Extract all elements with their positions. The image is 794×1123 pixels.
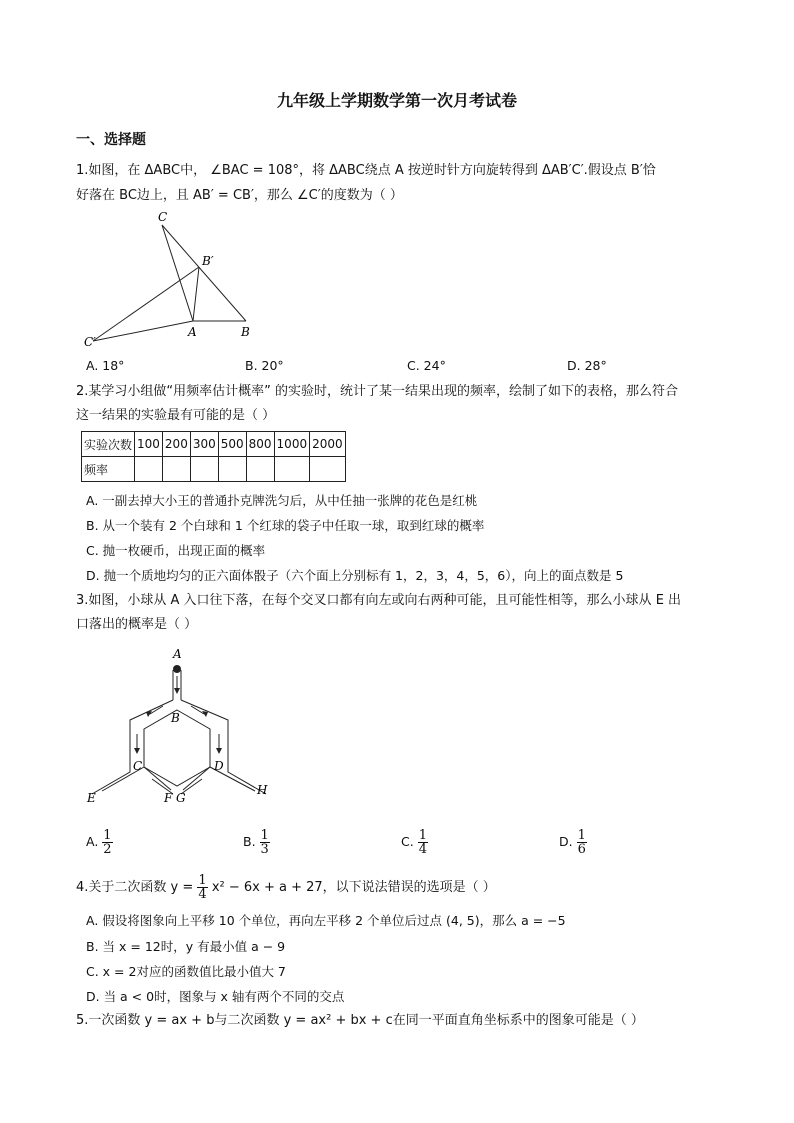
q3-option-a-letter: A. [86,834,99,849]
table-cell: 100 [135,432,163,457]
q3-option-c-fraction: $\frac{1}{4}$ [418,828,427,857]
q3-label-a: A [173,647,182,661]
q3-label-d: D [214,759,224,773]
table-header-frequency: 频率 [82,457,135,482]
q3-label-h: H [257,783,268,797]
q1-label-bprime: B′ [202,254,214,268]
q3-label-g: G [176,791,186,805]
table-cell: 1000 [274,432,310,457]
q3-label-f: F [164,791,173,805]
q3-option-d [559,829,587,856]
q3-option-d-letter: D. [559,834,573,849]
table-row [82,457,346,482]
q3-line2: 口落出的概率是（ ） [76,617,198,632]
q2-line2: 这一结果的实验最有可能的是（ ） [76,408,276,423]
table-cell: 2000 [310,432,346,457]
q2-option-b: B. 从一个装有 2 个白球和 1 个红球的袋子中任取一球，取到红球的概率 [86,518,485,533]
table-row [82,432,346,457]
q2-option-c: C. 抛一枚硬币，出现正面的概率 [86,543,266,558]
q1-option-a: A. 18° [86,358,125,373]
table-cell [162,457,190,482]
q4-stem-post: x² − 6x + a + 27，以下说法错误的选项是（ ） [211,880,496,895]
q3-label-b: B [171,711,180,725]
q2-option-d: D. 抛一个质地均匀的正六面体骰子（六个面上分别标有 1，2，3，4，5，6），向上的面点数是 5 [86,568,624,583]
q2-line1: 2.某学习小组做“用频率估计概率” 的实验时，统计了某一结果出现的频率，绘制了如下的表格，那么符合 [76,384,679,399]
q3-option-b-fraction: $\frac{1}{3}$ [260,828,269,857]
q1-option-c: C. 24° [407,358,446,373]
q4-option-d: D. 当 a < 0时，图象与 x 轴有两个不同的交点 [86,989,345,1004]
q1-figure [80,208,280,358]
q5-stem: 5.一次函数 y = ax + b与二次函数 y = ax² + bx + c在同一平面直角坐标系中的图象可能是（ ） [76,1013,644,1028]
table-cell [246,457,274,482]
frequency-table [81,431,346,482]
q1-label-b: B [241,325,250,339]
q4-option-a: A. 假设将图象向上平移 10 个单位，再向左平移 2 个单位后过点 (4, 5)，那么 a = −5 [86,913,566,928]
q2-option-a: A. 一副去掉大小王的普通扑克牌洗匀后，从中任抽一张牌的花色是红桃 [86,493,478,508]
q3-option-b [243,829,270,856]
q1-label-c: C [158,210,168,224]
q3-option-a-fraction: $\frac{1}{2}$ [103,828,112,857]
table-cell [190,457,218,482]
q3-option-a [86,829,113,856]
q4-stem-pre: 4.关于二次函数 y = [76,880,194,895]
q3-label-e: E [87,791,96,805]
q3-line1: 3.如图，小球从 A 入口往下落，在每个交叉口都有向左或向右两种可能，且可能性相等，那么小球从 E 出 [76,593,682,608]
table-cell [135,457,163,482]
table-cell [274,457,310,482]
section-heading: 一、选择题 [76,132,146,148]
q1-line2: 好落在 BC边上，且 AB′ = CB′，那么 ∠C′的度数为（ ） [76,188,403,203]
q3-option-c-letter: C. [401,834,414,849]
table-cell: 800 [246,432,274,457]
q1-label-cprime: C′ [84,335,96,349]
q3-option-b-letter: B. [243,834,256,849]
table-cell: 200 [162,432,190,457]
table-cell: 300 [190,432,218,457]
q1-label-a: A [188,325,197,339]
q4-option-c: C. x = 2对应的函数值比最小值大 7 [86,964,286,979]
q3-option-c [401,829,428,856]
table-cell [310,457,346,482]
q1-line1: 1.如图，在 ΔABC中， ∠BAC = 108°，将 ΔABC绕点 A 按逆时针方向旋转得到 ΔAB′C′.假设点 B′恰 [76,163,656,178]
q4-stem [76,874,496,901]
q3-option-d-fraction: $\frac{1}{6}$ [577,828,586,857]
table-cell: 500 [218,432,246,457]
q1-option-d: D. 28° [567,358,607,373]
q4-option-b: B. 当 x = 12时，y 有最小值 a − 9 [86,939,286,954]
q1-option-b: B. 20° [245,358,284,373]
table-header-trials: 实验次数 [82,432,135,457]
q4-fraction: $\frac{1}{4}$ [198,873,207,902]
ball-marker [173,665,181,673]
q3-figure [80,642,280,812]
table-cell [218,457,246,482]
page-title: 九年级上学期数学第一次月考试卷 [276,91,517,110]
q3-label-c: C [133,759,143,773]
